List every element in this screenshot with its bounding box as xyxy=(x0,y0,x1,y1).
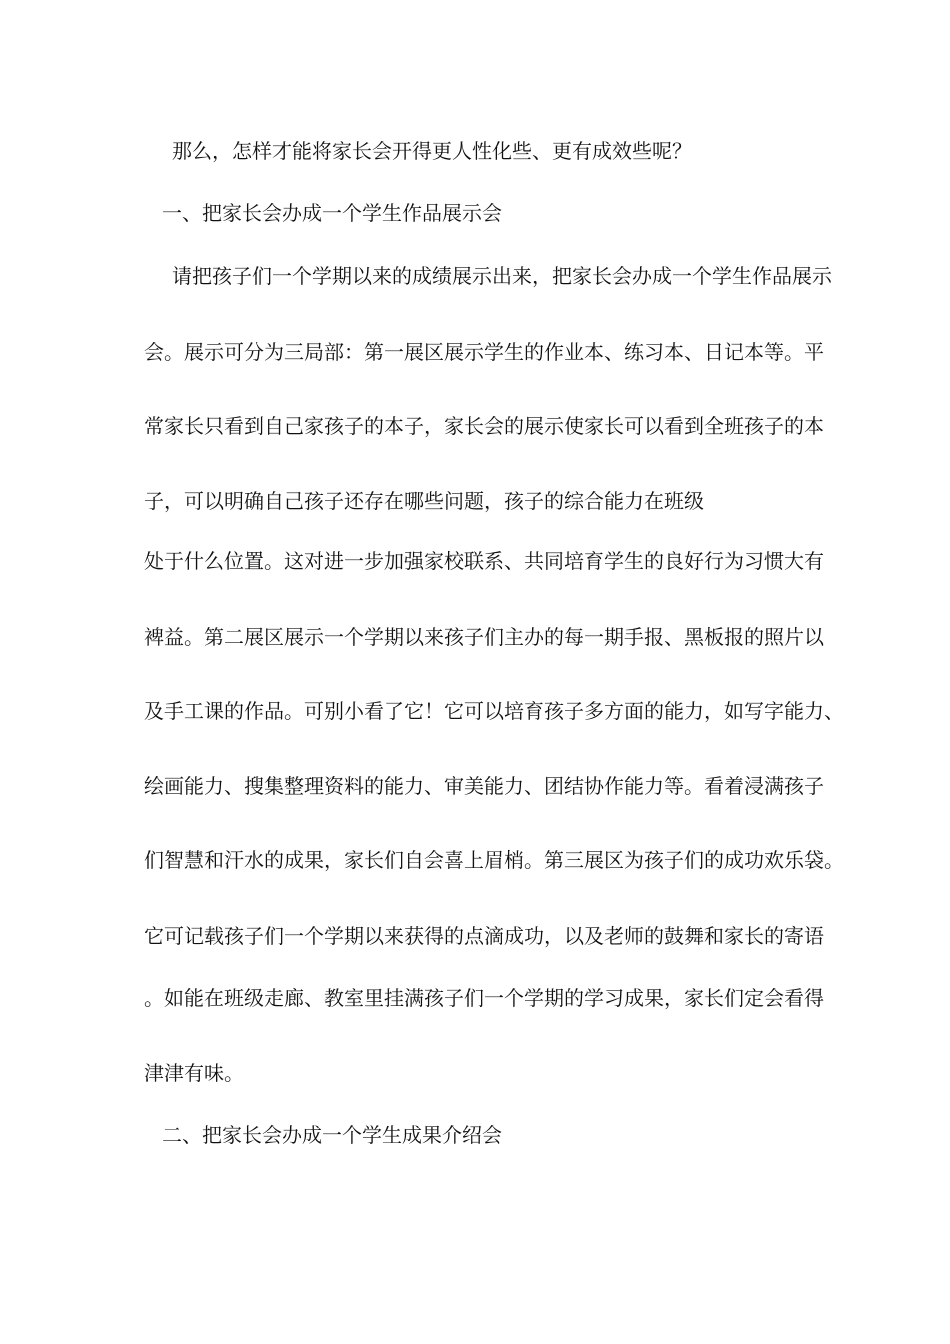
paragraph-line: 它可记载孩子们一个学期以来获得的点滴成功，以及老师的鼓舞和家长的寄语 xyxy=(144,924,824,948)
paragraph-line: 常家长只看到自己家孩子的本子，家长会的展示使家长可以看到全班孩子的本 xyxy=(144,414,824,438)
intro-question: 那么，怎样才能将家长会开得更人性化些、更有成效些呢？ xyxy=(172,139,692,163)
paragraph-line: 津津有味。 xyxy=(144,1061,244,1085)
paragraph-line: 们智慧和汗水的成果，家长们自会喜上眉梢。第三展区为孩子们的成功欢乐袋。 xyxy=(144,848,844,872)
paragraph-line: 请把孩子们一个学期以来的成绩展示出来，把家长会办成一个学生作品展示 xyxy=(172,264,832,288)
paragraph-line: 处于什么位置。这对进一步加强家校联系、共同培育学生的良好行为习惯大有 xyxy=(144,549,824,573)
paragraph-line: 裨益。第二展区展示一个学期以来孩子们主办的每一期手报、黑板报的照片以 xyxy=(144,625,824,649)
section-heading-2: 二、把家长会办成一个学生成果介绍会 xyxy=(162,1123,502,1147)
paragraph-line: 及手工课的作品。可别小看了它！它可以培育孩子多方面的能力，如写字能力、 xyxy=(144,699,844,723)
paragraph-line: 会。展示可分为三局部：第一展区展示学生的作业本、练习本、日记本等。平 xyxy=(144,340,824,364)
paragraph-line: 。如能在班级走廊、教室里挂满孩子们一个学期的学习成果，家长们定会看得 xyxy=(144,986,824,1010)
section-heading-1: 一、把家长会办成一个学生作品展示会 xyxy=(162,201,502,225)
paragraph-line: 绘画能力、搜集整理资料的能力、审美能力、团结协作能力等。看着浸满孩子 xyxy=(144,774,824,798)
paragraph-line: 子，可以明确自己孩子还存在哪些问题，孩子的综合能力在班级 xyxy=(144,489,704,513)
